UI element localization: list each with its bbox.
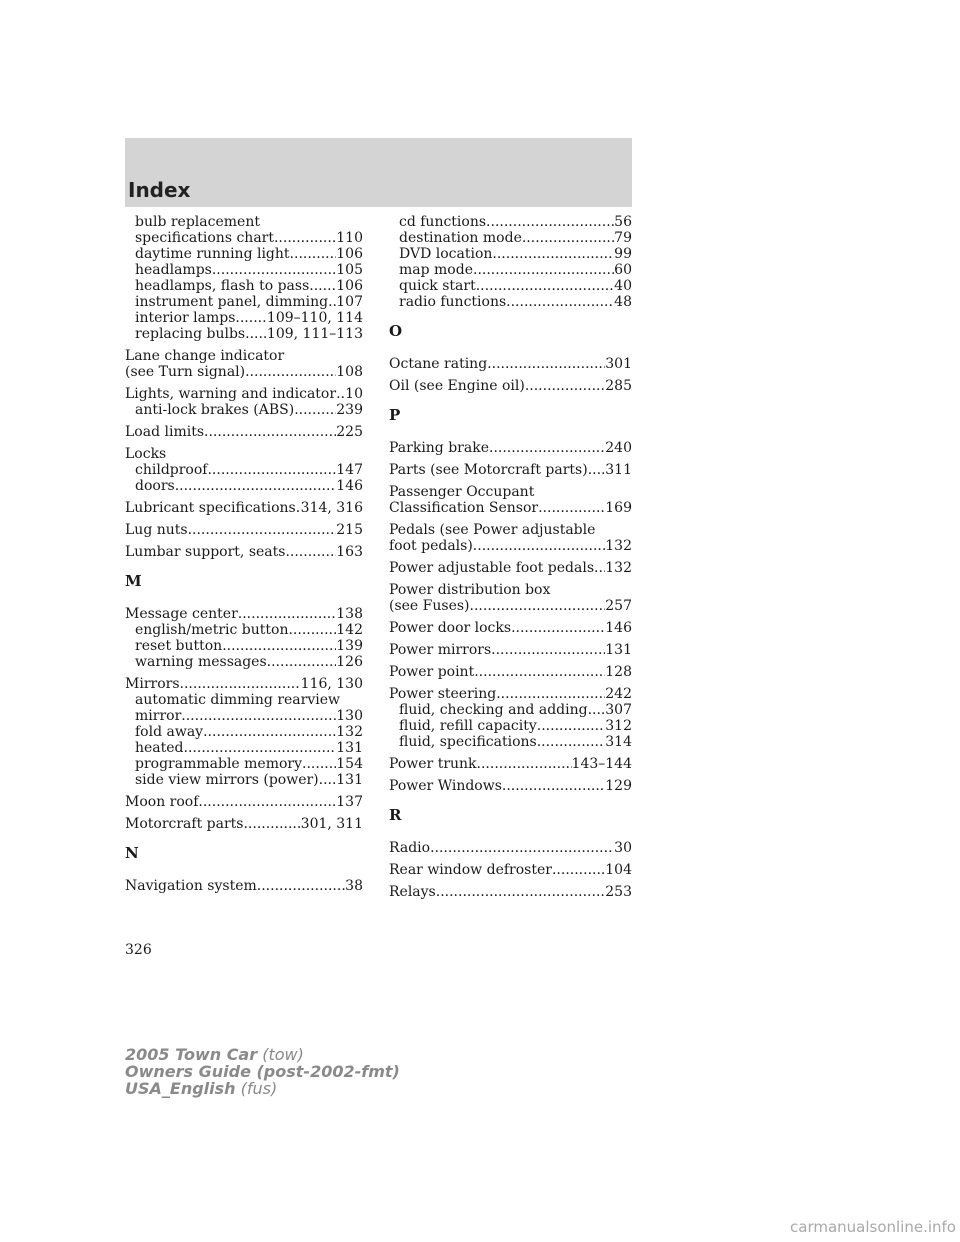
index-term: Power point [389,664,475,680]
dot-leader [222,638,336,654]
dot-leader [243,816,300,832]
footer-line-1: 2005 Town Car (tow) [125,1045,304,1064]
index-entry [125,878,363,894]
dot-leader [203,724,336,740]
dot-leader [175,478,337,494]
index-page-ref: 116, 130 [300,676,363,692]
index-entry [125,606,363,622]
index-entry [389,642,632,658]
dot-leader [496,686,605,702]
index-page-ref: 79 [614,230,632,246]
index-page-ref: 106 [336,278,363,294]
index-entry [389,756,632,772]
index-term: Pedals (see Power adjustable [389,522,596,538]
index-subentry [125,478,363,494]
index-page-ref: 104 [605,862,632,878]
index-subentry [125,214,363,230]
index-column-left [125,214,363,894]
index-term: Lubricant specifications [125,500,296,516]
index-entry [125,364,363,380]
dot-leader [235,310,267,326]
index-term: Relays [389,884,436,900]
index-page-ref: 99 [614,246,632,262]
dot-leader [588,462,606,478]
index-subentry [389,734,632,750]
index-term: fluid, specifications [399,734,537,750]
dot-leader [522,230,614,246]
index-page-ref: 132 [605,538,632,554]
dot-leader [430,840,614,856]
index-page-ref: 154 [336,756,363,772]
index-term: destination mode [399,230,522,246]
index-page-ref: 129 [605,778,632,794]
dot-leader [476,278,614,294]
index-page-ref: 314, 316 [300,500,363,516]
index-term: map mode [399,262,473,278]
index-page-ref: 143–144 [571,756,632,772]
index-term: Motorcraft parts [125,816,244,832]
index-page-ref: 146 [336,478,363,494]
dot-leader [285,544,336,560]
index-term: Moon roof [125,794,199,810]
index-subentry [125,692,363,708]
index-page-ref: 105 [336,262,363,278]
dot-leader [245,364,336,380]
dot-leader [257,878,345,894]
index-page-ref: 240 [605,440,632,456]
index-term: fluid, refill capacity [399,718,537,734]
index-page-ref: 131 [336,772,363,788]
index-entry [389,484,632,500]
index-entry [389,538,632,554]
index-page-ref: 56 [614,214,632,230]
dot-leader [302,756,336,772]
dot-leader [506,294,614,310]
index-entry [389,440,632,456]
index-term: Rear window defroster [389,862,552,878]
index-term: english/metric button [135,622,289,638]
index-page-ref: 301, 311 [300,816,363,832]
index-term: bulb replacement [135,214,260,230]
index-subentry [125,310,363,326]
index-term: cd functions [399,214,487,230]
index-subentry [125,654,363,670]
index-term: reset button [135,638,223,654]
index-term: Power trunk [389,756,477,772]
index-term: Power distribution box [389,582,551,598]
index-term: foot pedals) [389,538,473,554]
index-page-ref: 131 [336,740,363,756]
index-term: Oil (see Engine oil) [389,378,525,394]
index-page-ref: 130 [336,708,363,724]
index-term: warning messages [135,654,267,670]
index-term: interior lamps [135,310,236,326]
dot-leader [474,664,605,680]
index-page-ref: 108 [336,364,363,380]
index-term: specifications chart [135,230,274,246]
index-term: mirror [135,708,182,724]
header-band [125,138,632,207]
dot-leader [537,734,606,750]
index-page-ref: 312 [605,718,632,734]
index-term: Parts (see Motorcraft parts) [389,462,588,478]
index-entry [389,582,632,598]
index-entry [125,676,363,692]
index-page-ref: 146 [605,620,632,636]
dot-leader [328,294,336,310]
dot-leader [245,326,267,342]
dot-leader [204,424,336,440]
index-entry [389,664,632,680]
index-entry [389,884,632,900]
index-page-ref: 239 [336,402,363,418]
index-term: Octane rating [389,356,488,372]
dot-leader [489,440,605,456]
index-term: automatic dimming rearview [135,692,341,708]
index-term: Power steering [389,686,497,702]
index-term: Navigation system [125,878,257,894]
index-subentry [389,294,632,310]
index-entry [389,560,632,576]
index-subentry [125,294,363,310]
index-term: Power Windows [389,778,502,794]
index-page-ref: 301 [605,356,632,372]
dot-leader [486,214,614,230]
dot-leader [238,606,336,622]
index-page-ref: 132 [605,560,632,576]
index-page-ref: 106 [336,246,363,262]
index-term: Lights, warning and indicator [125,386,337,402]
index-page-ref: 307 [605,702,632,718]
index-entry [125,544,363,560]
index-column-right [389,214,632,900]
index-entry [389,522,632,538]
index-page-ref: 138 [336,606,363,622]
index-page-ref: 147 [336,462,363,478]
index-subentry [389,262,632,278]
dot-leader [188,522,337,538]
index-term: DVD location [399,246,493,262]
index-term: Locks [125,446,167,462]
index-page-ref: 110 [336,230,363,246]
index-term: headlamps, flash to pass [135,278,310,294]
index-page-ref: 38 [345,878,363,894]
index-page-ref: 30 [614,840,632,856]
dot-leader [309,278,336,294]
dot-leader [473,262,614,278]
index-entry [389,778,632,794]
index-page-ref: 40 [614,278,632,294]
dot-leader [180,676,301,692]
index-term: (see Turn signal) [125,364,246,380]
index-section-letter: P [389,406,401,424]
index-term: childproof [135,462,208,478]
index-subentry [389,702,632,718]
index-page-ref: 311 [605,462,632,478]
index-term: anti-lock brakes (ABS) [135,402,295,418]
index-page-ref: 48 [614,294,632,310]
index-entry [389,598,632,614]
dot-leader [184,740,337,756]
dot-leader [588,702,606,718]
index-page-ref: 314 [605,734,632,750]
watermark[interactable]: carmanualsonline.info [790,1218,956,1236]
index-term: side view mirrors (power) [135,772,319,788]
index-subentry [389,718,632,734]
dot-leader [274,230,336,246]
index-page-ref: 137 [336,794,363,810]
index-entry [125,348,363,364]
index-subentry [125,772,363,788]
index-page-ref: 253 [605,884,632,900]
index-subentry [389,278,632,294]
index-page-ref: 109–110, 114 [266,310,363,326]
index-page-ref: 131 [605,642,632,658]
footer-line-2: Owners Guide (post-2002-fmt) [125,1062,400,1081]
index-term: quick start [399,278,476,294]
index-term: radio functions [399,294,507,310]
index-subentry [125,708,363,724]
index-page-ref: 242 [605,686,632,702]
index-term: fold away [135,724,204,740]
index-subentry [125,756,363,772]
index-subentry [125,462,363,478]
page-title: Index [128,178,191,202]
dot-leader [511,620,605,636]
dot-leader [594,560,605,576]
index-subentry [389,230,632,246]
dot-leader [290,246,337,262]
index-term: Lumbar support, seats [125,544,286,560]
index-page-ref: 10 [345,386,363,402]
dot-leader [336,386,345,402]
index-subentry [125,230,363,246]
dot-leader [502,778,605,794]
index-page-ref: 215 [336,522,363,538]
dot-leader [288,622,336,638]
index-page-ref: 132 [336,724,363,740]
index-term: instrument panel, dimming [135,294,329,310]
footer-line-3: USA_English (fus) [125,1079,278,1098]
dot-leader [473,538,605,554]
dot-leader [477,756,572,772]
index-term: Load limits [125,424,205,440]
dot-leader [267,654,337,670]
dot-leader [552,862,605,878]
dot-leader [470,598,606,614]
dot-leader [538,500,605,516]
index-entry [125,794,363,810]
dot-leader [181,708,336,724]
index-subentry [389,246,632,262]
index-page-ref: 285 [605,378,632,394]
index-term: daytime running light [135,246,290,262]
index-term: Lug nuts [125,522,188,538]
index-subentry [125,402,363,418]
index-page-ref: 169 [605,500,632,516]
index-subentry [125,740,363,756]
index-section-letter: N [125,844,139,862]
index-subentry [389,214,632,230]
index-entry [389,500,632,516]
index-term: Power door locks [389,620,512,636]
index-subentry [125,278,363,294]
index-entry [125,386,363,402]
index-page-ref: 109, 111–113 [266,326,363,342]
index-page-ref: 163 [336,544,363,560]
index-subentry [125,246,363,262]
dot-leader [198,794,336,810]
index-entry [125,500,363,516]
index-term: replacing bulbs [135,326,246,342]
dot-leader [487,356,605,372]
index-entry [125,522,363,538]
index-entry [389,862,632,878]
footer-doc-info [125,1046,400,1097]
index-term: Lane change indicator [125,348,285,364]
index-subentry [125,638,363,654]
index-subentry [125,622,363,638]
index-page-ref: 60 [614,262,632,278]
index-section-letter: O [389,322,403,340]
dot-leader [525,378,605,394]
index-subentry [125,262,363,278]
index-entry [389,686,632,702]
index-subentry [125,326,363,342]
index-entry [125,816,363,832]
index-term: headlamps [135,262,212,278]
index-term: Mirrors [125,676,180,692]
index-entry [125,446,363,462]
index-term: Power adjustable foot pedals [389,560,595,576]
index-term: Parking brake [389,440,489,456]
index-page-ref: 139 [336,638,363,654]
index-entry [125,424,363,440]
index-page-ref: 126 [336,654,363,670]
index-term: fluid, checking and adding [399,702,588,718]
page-number: 326 [125,942,152,958]
index-entry [389,462,632,478]
index-page-ref: 225 [336,424,363,440]
dot-leader [212,262,336,278]
index-page-ref: 107 [336,294,363,310]
index-term: Message center [125,606,238,622]
index-entry [389,356,632,372]
dot-leader [207,462,336,478]
index-term: Radio [389,840,431,856]
index-term: heated [135,740,184,756]
dot-leader [491,642,605,658]
index-section-letter: M [125,572,142,590]
index-term: Passenger Occupant [389,484,535,500]
index-subentry [125,724,363,740]
dot-leader [492,246,614,262]
index-page-ref: 128 [605,664,632,680]
index-entry [389,378,632,394]
dot-leader [319,772,337,788]
index-term: doors [135,478,175,494]
dot-leader [436,884,606,900]
index-entry [389,620,632,636]
index-term: Classification Sensor [389,500,539,516]
index-term: programmable memory [135,756,303,772]
index-page-ref: 257 [605,598,632,614]
dot-leader [294,402,336,418]
index-entry [389,840,632,856]
index-section-letter: R [389,806,402,824]
index-term: Power mirrors [389,642,492,658]
dot-leader [537,718,606,734]
index-term: (see Fuses) [389,598,470,614]
index-page-ref: 142 [336,622,363,638]
